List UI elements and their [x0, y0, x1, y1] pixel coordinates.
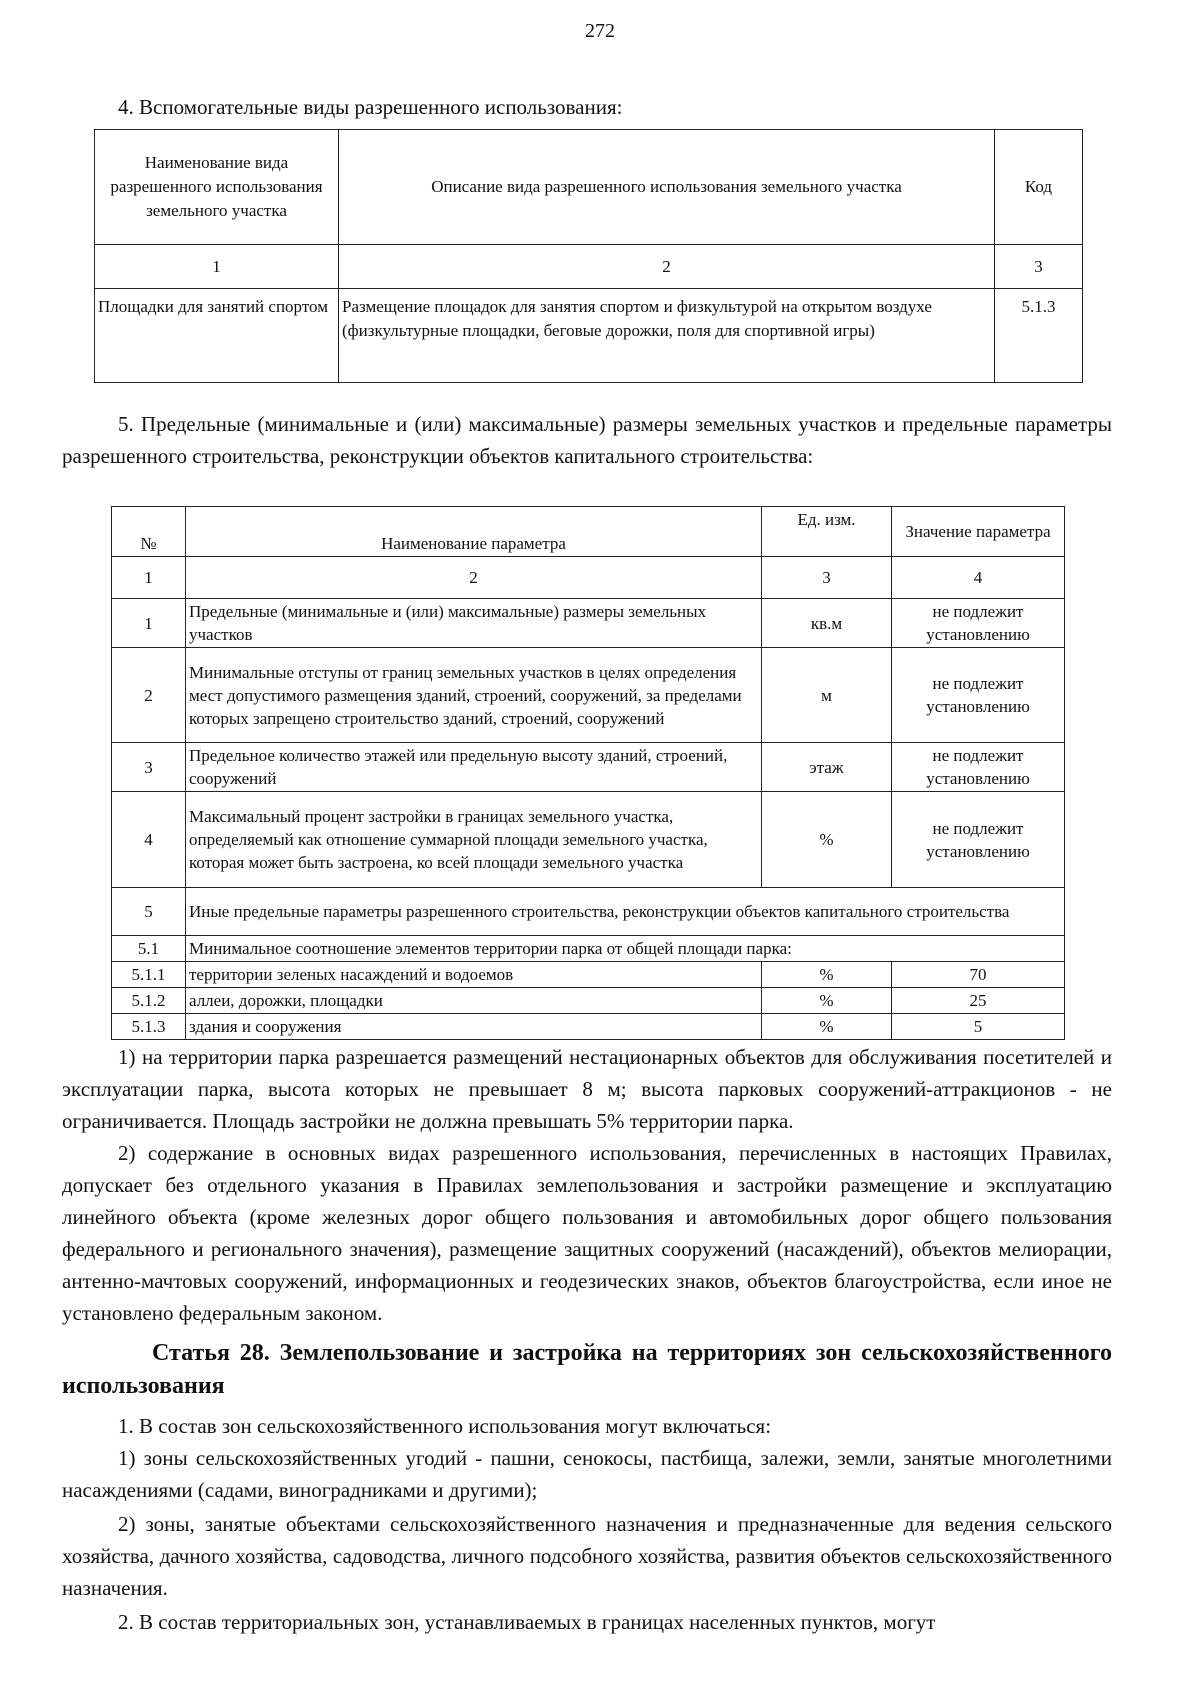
param-name: Иные предельные параметры разрешенного строительства, реконструкции объектов капитального строительства	[186, 888, 1065, 936]
param-value: 25	[892, 988, 1065, 1014]
permitted-use-table	[94, 129, 1083, 383]
section4-heading: 4. Вспомогательные виды разрешенного использования:	[118, 95, 623, 119]
header-number: №	[112, 507, 186, 557]
index-cell: 2	[186, 557, 762, 599]
param-name: Максимальный процент застройки в границах земельного участка, определяемый как отношение суммарной площади земельного участка, которая может быть застроена, ко всей площади земельного участка	[186, 792, 762, 888]
param-value: не подлежит установлению	[892, 599, 1065, 648]
use-name: Площадки для занятий спортом	[95, 289, 339, 383]
param-number: 1	[112, 599, 186, 648]
index-cell: 4	[892, 557, 1065, 599]
param-name: Минимальные отступы от границ земельных участков в целях определения мест допустимого размещения зданий, строений, сооружений, за пределами которых запрещено строительство зданий, строений, сооружений	[186, 648, 762, 743]
param-value: 70	[892, 962, 1065, 988]
param-number: 5.1.2	[112, 988, 186, 1014]
param-unit: %	[762, 962, 892, 988]
param-unit: м	[762, 648, 892, 743]
param-value: не подлежит установлению	[892, 792, 1065, 888]
param-value: не подлежит установлению	[892, 743, 1065, 792]
index-cell: 2	[339, 245, 995, 289]
index-cell: 3	[995, 245, 1083, 289]
param-name: Предельное количество этажей или предельную высоту зданий, строений, сооружений	[186, 743, 762, 792]
index-cell: 1	[95, 245, 339, 289]
param-name: Предельные (минимальные и (или) максимальные) размеры земельных участков	[186, 599, 762, 648]
param-number: 4	[112, 792, 186, 888]
index-cell: 1	[112, 557, 186, 599]
article-paragraph: 1) зоны сельскохозяйственных угодий - пашни, сенокосы, пастбища, залежи, земли, занятые многолетними насаждениями (садами, виноградниками и другими);	[62, 1446, 1112, 1502]
param-number: 5.1.1	[112, 962, 186, 988]
param-unit: %	[762, 792, 892, 888]
param-name: территории зеленых насаждений и водоемов	[186, 962, 762, 988]
param-number: 5.1	[112, 936, 186, 962]
param-number: 2	[112, 648, 186, 743]
param-number: 5	[112, 888, 186, 936]
article-paragraph: 2) зоны, занятые объектами сельскохозяйственного назначения и предназначенные для ведения сельского хозяйства, дачного хозяйства, садоводства, личного подсобного хозяйства, развития объектов сельскохозяйственного назначения.	[62, 1512, 1112, 1600]
note-1: 1) на территории парка разрешается размещений нестационарных объектов для обслуживания посетителей и эксплуатации парка, высота которых не превышает 8 м; высота парковых сооружений-аттракционов - не ограничивается. Площадь застройки не должна превышать 5% территории парка.	[62, 1045, 1112, 1133]
param-number: 3	[112, 743, 186, 792]
header-value: Значение параметра	[892, 507, 1065, 557]
param-name: Минимальное соотношение элементов территории парка от общей площади парка:	[186, 936, 1065, 962]
article-paragraph: 2. В состав территориальных зон, устанавливаемых в границах населенных пунктов, могут	[118, 1610, 936, 1634]
article-paragraph: 1. В состав зон сельскохозяйственного использования могут включаться:	[118, 1414, 772, 1438]
param-name: аллеи, дорожки, площадки	[186, 988, 762, 1014]
header-unit: Ед. изм.	[762, 507, 892, 557]
use-description: Размещение площадок для занятия спортом и физкультурой на открытом воздухе (физкультурные площадки, беговые дорожки, поля для спортивной игры)	[339, 289, 995, 383]
param-number: 5.1.3	[112, 1014, 186, 1040]
page-number: 272	[585, 20, 615, 42]
param-unit: %	[762, 1014, 892, 1040]
use-code: 5.1.3	[995, 289, 1083, 383]
parameters-table	[111, 506, 1065, 1040]
param-value: не подлежит установлению	[892, 648, 1065, 743]
header-description: Описание вида разрешенного использования земельного участка	[339, 130, 995, 245]
index-cell: 3	[762, 557, 892, 599]
param-unit: кв.м	[762, 599, 892, 648]
header-name: Наименование вида разрешенного использования земельного участка	[95, 130, 339, 245]
header-code: Код	[995, 130, 1083, 245]
param-unit: этаж	[762, 743, 892, 792]
note-2: 2) содержание в основных видах разрешенного использования, перечисленных в настоящих Правилах, допускает без отдельного указания в Правилах землепользования и застройки размещение и эксплуатацию линейного объекта (кроме железных дорог общего пользования и автомобильных дорог общего пользования федерального и регионального значения), размещение защитных сооружений (насаждений), объектов мелиорации, антенно-мачтовых сооружений, информационных и геодезических знаков, объектов благоустройства, если иное не установлено федеральным законом.	[62, 1141, 1112, 1325]
param-value: 5	[892, 1014, 1065, 1040]
param-name: здания и сооружения	[186, 1014, 762, 1040]
param-unit: %	[762, 988, 892, 1014]
header-parameter: Наименование параметра	[186, 507, 762, 557]
section5-heading: 5. Предельные (минимальные и (или) максимальные) размеры земельных участков и предельные параметры разрешенного строительства, реконструкции объектов капитального строительства:	[62, 412, 1112, 468]
article-title: Статья 28. Землепользование и застройка на территориях зон сельскохозяйственного использования	[62, 1340, 1112, 1399]
